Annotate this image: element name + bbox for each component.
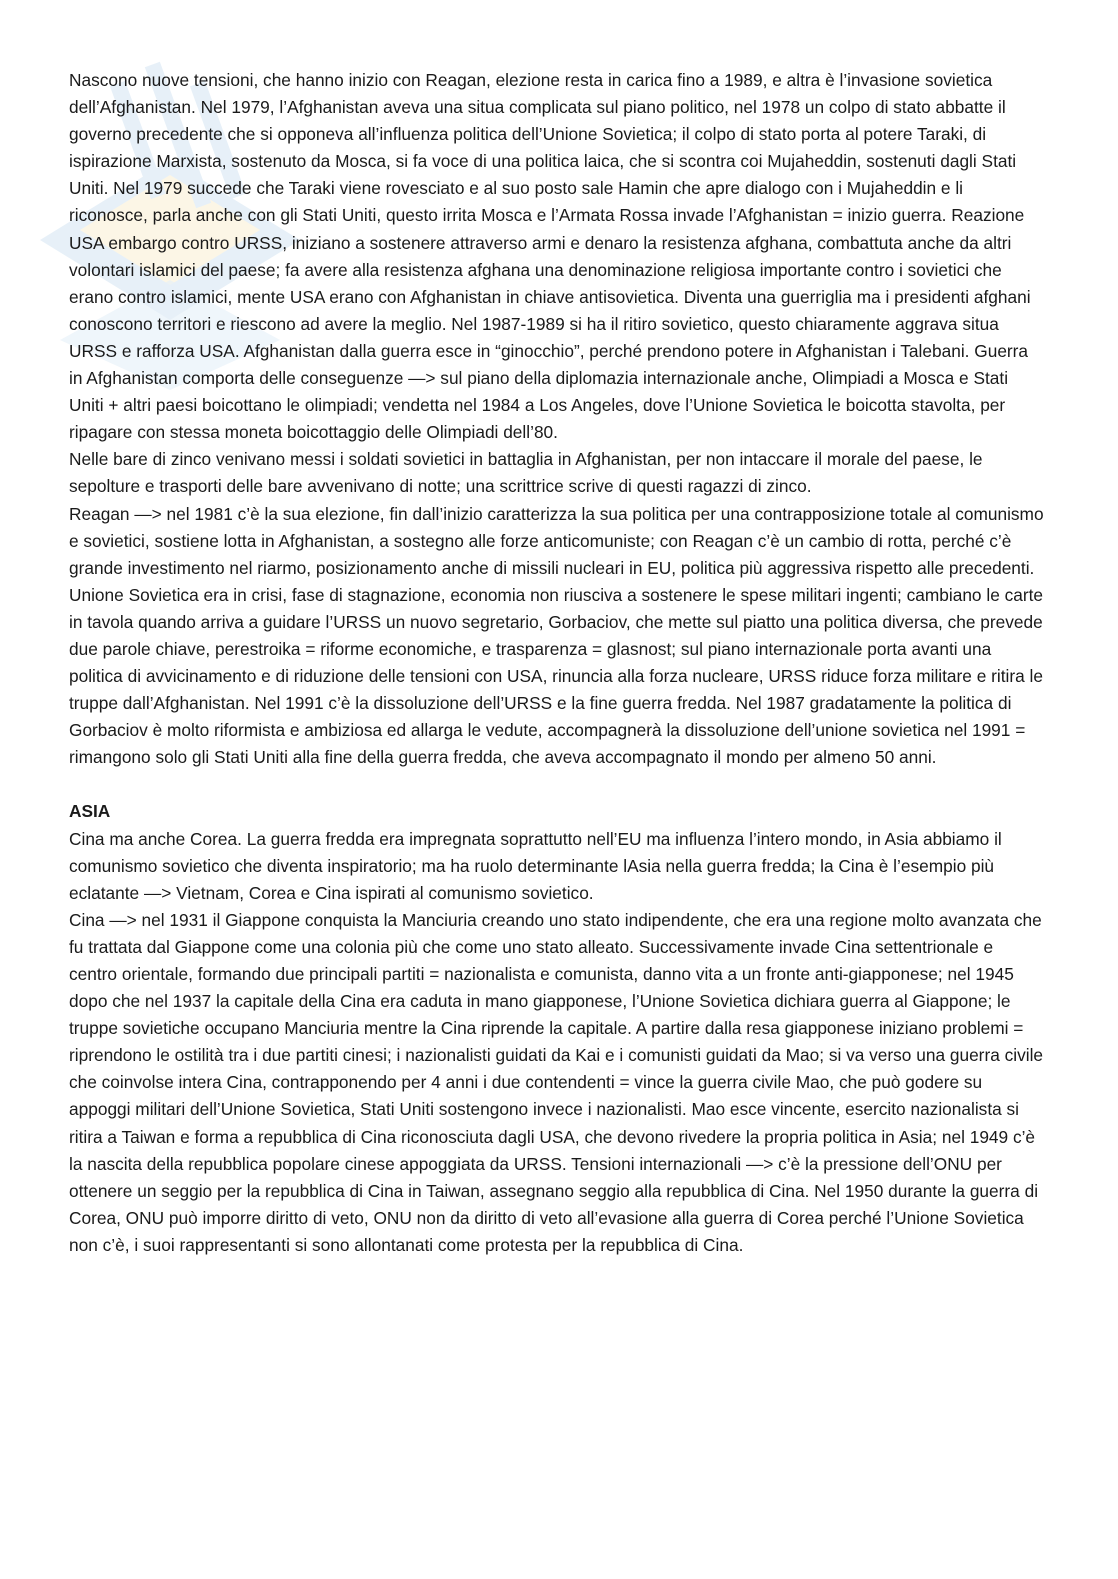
paragraph: Nelle bare di zinco venivano messi i soldati sovietici in battaglia in Afghanistan, per non intaccare il morale del paese, le sepolture e trasporti delle bare avvenivano di notte; una scrittrice scrive di questi ragazzi di zinco. <box>69 449 983 497</box>
section-heading: ASIA <box>69 801 111 822</box>
paragraph: Cina ma anche Corea. La guerra fredda era impregnata soprattutto nell’EU ma influenza l’intero mondo, in Asia abbiamo il comunismo sovietico che diventa inspiratorio; ma ha ruolo determinante lAsia nella guerra fredda; la Cina è l’esempio più eclatante —> Vietnam, Corea e Cina ispirati al comunismo sovietico. <box>69 828 1002 903</box>
section-intro <box>69 67 1044 771</box>
paragraph: Reagan —> nel 1981 c’è la sua elezione, fin dall’inizio caratterizza la sua politica per una contrapposizione totale al comunismo e sovietici, sostiene lotta in Afghanistan, a sostegno alle forze anticomuniste; con Reagan c’è un cambio di rotta, perché c’è grande investimento nel riarmo, posizionamento anche di missili nucleari in EU, politica più aggressiva rispetto alle precedenti. Unione Sovietica era in crisi, fase di stagnazione, economia non riusciva a sostenere le spese militari ingenti; cambiano le carte in tavola quando arriva a guidare l’URSS un nuovo segretario, Gorbaciov, che mette sul piatto una politica diversa, che prevede due parole chiave, perestroika = riforme economiche, e trasparenza = glasnost; sul piano internazionale porta avanti una politica di avvicinamento e di riduzione delle tensioni con USA, rinuncia alla forza nucleare, URSS riduce forza militare e ritira le truppe dall’Afghanistan. Nel 1991 c’è la dissoluzione dell’URSS e la fine guerra fredda. Nel 1987 gradatamente la politica di Gorbaciov è molto riformista e ambiziosa ed allarga le vedute, accompagnerà la dissoluzione dell’unione sovietica nel 1991 = rimangono solo gli Stati Uniti alla fine della guerra fredda, che aveva accompagnato il mondo per almeno 50 anni. <box>69 503 1044 768</box>
section-spacer <box>69 771 1044 798</box>
section-asia <box>69 798 1044 1259</box>
paragraph: Cina —> nel 1931 il Giappone conquista la Manciuria creando uno stato indipendente, che era una regione molto avanzata che fu trattata dal Giappone come una colonia più che come uno stato alleato. Successivamente invade Cina settentrionale e centro orientale, formando due principali partiti = nazionalista e comunista, danno vita a un fronte anti-giapponese; nel 1945 dopo che nel 1937 la capitale della Cina era caduta in mano giapponese, l’Unione Sovietica dichiara guerra al Giappone; le truppe sovietiche occupano Manciuria mentre la Cina riprende la capitale. A partire dalla resa giapponese iniziano problemi = riprendono le ostilità tra i due partiti cinesi; i nazionalisti guidati da Kai e i comunisti guidati da Mao; si va verso una guerra civile che coinvolse intera Cina, contrapponendo per 4 anni i due contendenti = vince la guerra civile Mao, che può godere su appoggi militari dell’Unione Sovietica, Stati Uniti sostengono invece i nazionalisti. Mao esce vincente, esercito nazionalista si ritira a Taiwan e forma a repubblica di Cina riconosciuta dagli USA, che devono rivedere la propria politica in Asia; nel 1949 c’è la nascita della repubblica popolare cinese appoggiata da URSS. Tensioni internazionali —> c’è la pressione dell’ONU per ottenere un seggio per la repubblica di Cina in Taiwan, assegnano seggio alla repubblica di Cina. Nel 1950 durante la guerra di Corea, ONU può imporre diritto di veto, ONU non da diritto di veto all’evasione alla guerra di Corea perché l’Unione Sovietica non c’è, i suoi rappresentanti si sono allontanati come protesta per la repubblica di Cina. <box>69 909 1044 1255</box>
document-body <box>69 67 1044 1259</box>
paragraph: Nascono nuove tensioni, che hanno inizio con Reagan, elezione resta in carica fino a 1989, e altra è l’invasione sovietica dell’Afghanistan. Nel 1979, l’Afghanistan aveva una situa complicata sul piano politico, nel 1978 un colpo di stato abbatte il governo precedente che si opponeva all’influenza politica dell’Unione Sovietica; il colpo di stato porta al potere Taraki, di ispirazione Marxista, sostenuto da Mosca, si fa voce di una politica laica, che si scontra coi Mujaheddin, sostenuti dagli Stati Uniti. Nel 1979 succede che Taraki viene rovesciato e al suo posto sale Hamin che apre dialogo con i Mujaheddin e li riconosce, parla anche con gli Stati Uniti, questo irrita Mosca e l’Armata Rossa invade l’Afghanistan = inizio guerra. Reazione USA embargo contro URSS, iniziano a sostenere attraverso armi e denaro la resistenza afghana, combattuta anche da altri volontari islamici del paese; fa avere alla resistenza afghana una denominazione religiosa importante contro i sovietici che erano contro islamici, mente USA erano con Afghanistan in chiave antisovietica. Diventa una guerriglia ma i presidenti afghani conoscono territori e riescono ad avere la meglio. Nel 1987-1989 si ha il ritiro sovietico, questo chiaramente aggrava situa URSS e rafforza USA. Afghanistan dalla guerra esce in “ginocchio”, perché prendono potere in Afghanistan i Talebani. Guerra in Afghanistan comporta delle conseguenze —> sul piano della diplomazia internazionale anche, Olimpiadi a Mosca e Stati Uniti + altri paesi boicottano le olimpiadi; vendetta nel 1984 a Los Angeles, dove l’Unione Sovietica le boicotta stavolta, per ripagare con stessa moneta boicottaggio delle Olimpiadi dell’80. <box>69 70 1031 443</box>
